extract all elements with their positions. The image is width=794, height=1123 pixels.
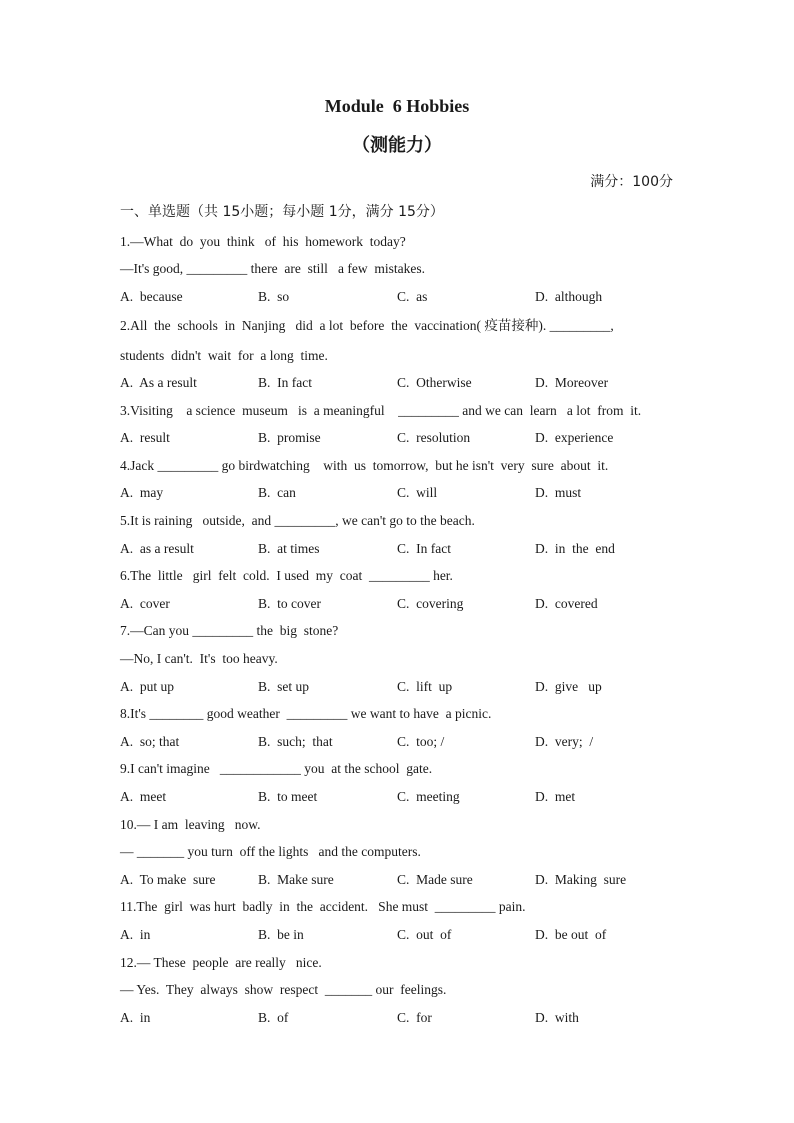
option-c: C. In fact	[397, 541, 451, 556]
question-8-stem-line-1: 8.It's ________ good weather _________ we want to have a picnic.	[120, 706, 492, 721]
option-b: B. so	[258, 289, 290, 304]
question-12-stem-line-1: 12.— These people are really nice.	[120, 955, 322, 970]
question-7-options	[0, 677, 794, 697]
question-2-stem-line-1: 2.All the schools in Nanjing did a lot before the vaccination( 疫苗接种). _________,	[120, 318, 614, 333]
question-9-options	[0, 787, 794, 807]
question-12-options	[0, 1008, 794, 1028]
option-d: D. in the end	[535, 541, 615, 556]
option-b: B. to meet	[258, 789, 318, 804]
option-b: B. of	[258, 1010, 289, 1025]
option-c: C. for	[397, 1010, 432, 1025]
section-heading: 一、单选题（共 15小题；每小题 1分，满分 15分）	[120, 204, 444, 220]
question-1-options	[0, 287, 794, 307]
question-2-stem-line-2: students didn't wait for a long time.	[120, 348, 328, 363]
question-10-stem-line-2: — _______ you turn off the lights and the computers.	[120, 844, 421, 859]
option-a: A. To make sure	[120, 872, 216, 887]
option-b: B. can	[258, 485, 296, 500]
option-d: D. must	[535, 485, 582, 500]
page-title: Module 6 Hobbies	[324, 96, 470, 116]
option-b: B. such; that	[258, 734, 333, 749]
option-c: C. covering	[397, 596, 464, 611]
option-c: C. out of	[397, 927, 452, 942]
option-a: A. because	[120, 289, 183, 304]
option-a: A. As a result	[120, 375, 197, 390]
question-10-options	[0, 870, 794, 890]
question-7-stem-line-2: —No, I can't. It's too heavy.	[120, 651, 278, 666]
question-4-stem-line-1: 4.Jack _________ go birdwatching with us tomorrow, but he isn't very sure about it.	[120, 458, 609, 473]
option-a: A. in	[120, 927, 151, 942]
option-c: C. Made sure	[397, 872, 473, 887]
question-4-options	[0, 483, 794, 503]
question-3-options	[0, 428, 794, 448]
question-6-stem-line-1: 6.The little girl felt cold. I used my coat _________ her.	[120, 568, 453, 583]
option-d: D. Moreover	[535, 375, 609, 390]
question-3-stem-line-1: 3.Visiting a science museum is a meaningful _________ and we can learn a lot from it.	[120, 403, 642, 418]
question-9-stem-line-1: 9.I can't imagine ____________ you at the school gate.	[120, 761, 433, 776]
question-8-options	[0, 732, 794, 752]
total-score: 满分：100分	[590, 174, 673, 190]
question-6-options	[0, 594, 794, 614]
question-5-options	[0, 539, 794, 559]
option-a: A. as a result	[120, 541, 194, 556]
question-1-stem-line-2: —It's good, _________ there are still a few mistakes.	[120, 261, 425, 276]
option-b: B. to cover	[258, 596, 321, 611]
question-5-stem-line-1: 5.It is raining outside, and _________, we can't go to the beach.	[120, 513, 475, 528]
option-a: A. result	[120, 430, 170, 445]
option-d: D. be out of	[535, 927, 607, 942]
option-c: C. will	[397, 485, 438, 500]
option-a: A. so; that	[120, 734, 180, 749]
question-12-stem-line-2: — Yes. They always show respect _______ our feelings.	[120, 982, 447, 997]
option-c: C. resolution	[397, 430, 471, 445]
option-b: B. In fact	[258, 375, 312, 390]
question-1-stem-line-1: 1.—What do you think of his homework today?	[120, 234, 406, 249]
page-subtitle: （测能力）	[352, 135, 442, 156]
option-d: D. give up	[535, 679, 602, 694]
question-2-options	[0, 373, 794, 393]
option-c: C. as	[397, 289, 428, 304]
option-d: D. experience	[535, 430, 614, 445]
option-d: D. met	[535, 789, 576, 804]
option-b: B. promise	[258, 430, 321, 445]
option-d: D. with	[535, 1010, 579, 1025]
option-d: D. covered	[535, 596, 598, 611]
option-d: D. although	[535, 289, 603, 304]
option-b: B. Make sure	[258, 872, 334, 887]
option-b: B. set up	[258, 679, 310, 694]
option-a: A. may	[120, 485, 164, 500]
question-11-options	[0, 925, 794, 945]
option-c: C. too; /	[397, 734, 445, 749]
option-c: C. meeting	[397, 789, 460, 804]
option-a: A. in	[120, 1010, 151, 1025]
option-c: C. lift up	[397, 679, 453, 694]
option-a: A. meet	[120, 789, 167, 804]
option-c: C. Otherwise	[397, 375, 472, 390]
question-7-stem-line-1: 7.—Can you _________ the big stone?	[120, 623, 339, 638]
option-a: A. cover	[120, 596, 170, 611]
question-10-stem-line-1: 10.— I am leaving now.	[120, 817, 261, 832]
option-b: B. be in	[258, 927, 304, 942]
question-11-stem-line-1: 11.The girl was hurt badly in the accident. She must _________ pain.	[120, 899, 526, 914]
option-d: D. Making sure	[535, 872, 627, 887]
option-d: D. very; /	[535, 734, 594, 749]
option-a: A. put up	[120, 679, 174, 694]
option-b: B. at times	[258, 541, 320, 556]
